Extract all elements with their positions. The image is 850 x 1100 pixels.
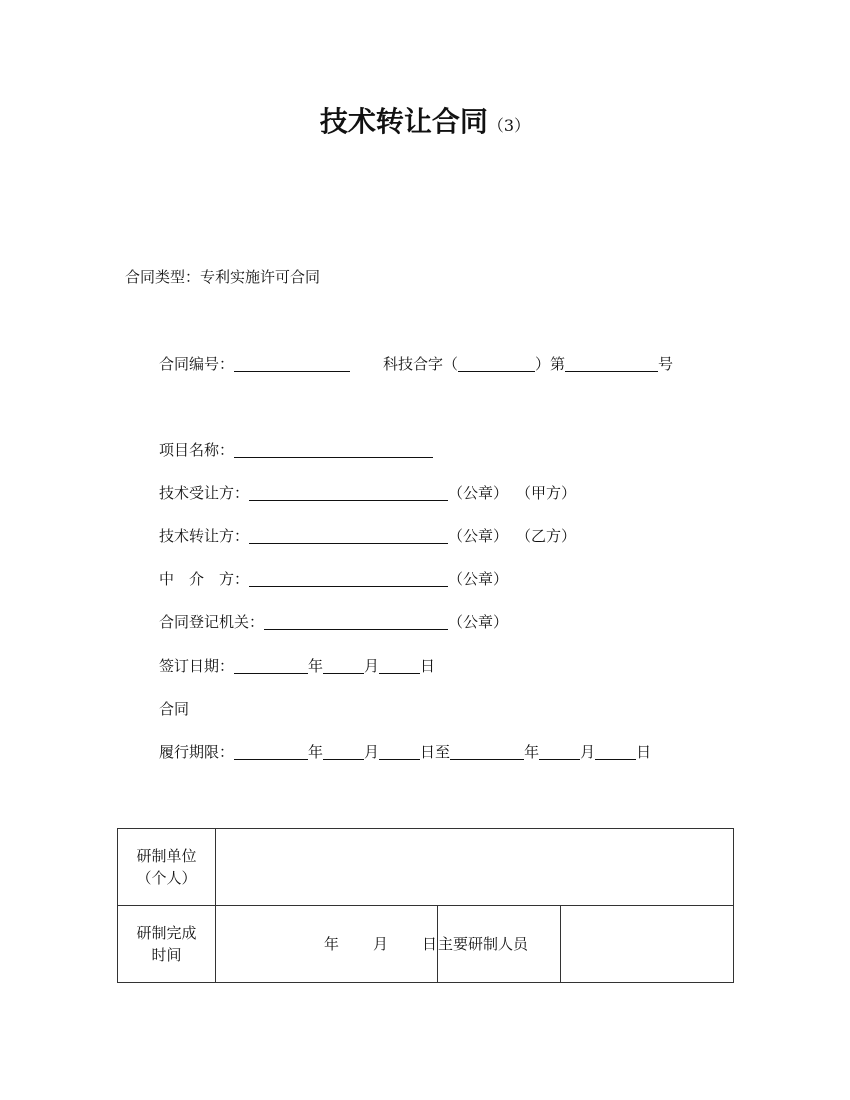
contract-number-label: 合同编号：	[159, 355, 235, 373]
seal-label: （公章）	[448, 484, 509, 502]
project-name-field[interactable]	[234, 441, 433, 458]
table-month-label: 月	[372, 935, 388, 953]
term-end-year-field[interactable]	[450, 743, 524, 760]
dev-unit-line1: 研制单位	[136, 847, 197, 865]
to-label: 日至	[420, 743, 451, 761]
registry-row	[159, 611, 508, 633]
title-sub: （3）	[487, 116, 531, 135]
sign-day-field[interactable]	[379, 657, 420, 674]
dev-time-line1: 研制完成	[136, 924, 197, 942]
party-a-label: （甲方）	[516, 484, 577, 502]
contract-type: 合同类型：专利实施许可合同	[125, 268, 321, 286]
development-info-table	[117, 828, 734, 983]
intermediary-field[interactable]	[249, 570, 448, 587]
term-start-month-field[interactable]	[323, 743, 364, 760]
sign-year-field[interactable]	[234, 657, 308, 674]
seal-label: （公章）	[448, 527, 509, 545]
seal-label: （公章）	[448, 613, 509, 631]
sign-month-field[interactable]	[323, 657, 364, 674]
tech-contract-mid: ）第	[535, 355, 566, 373]
dev-unit-header	[118, 829, 216, 906]
title-main: 技术转让合同	[319, 105, 488, 138]
intermediary-row	[159, 568, 508, 590]
dev-time-header	[118, 906, 216, 983]
registry-field[interactable]	[264, 613, 448, 630]
term-start-year-field[interactable]	[234, 743, 308, 760]
table-day-label: 日	[421, 935, 437, 953]
dev-unit-line2: （个人）	[136, 869, 197, 887]
dev-unit-value-cell[interactable]	[216, 829, 734, 906]
seal-label: （公章）	[448, 570, 509, 588]
contract-word: 合同	[159, 700, 190, 718]
tech-contract-code-field[interactable]	[458, 355, 535, 372]
registry-label: 合同登记机关：	[159, 613, 265, 631]
month-label: 月	[364, 743, 380, 761]
table-row	[118, 906, 734, 983]
table-row	[118, 829, 734, 906]
year-label: 年	[524, 743, 540, 761]
month-label: 月	[364, 657, 380, 675]
transferor-label: 技术转让方：	[159, 527, 250, 545]
project-name-label: 项目名称：	[159, 441, 235, 459]
tech-contract-label: 科技合字（	[383, 355, 459, 373]
term-end-month-field[interactable]	[539, 743, 580, 760]
sign-date-label: 签订日期：	[159, 657, 235, 675]
table-year-label: 年	[323, 935, 339, 953]
main-personnel-value-cell[interactable]	[561, 906, 734, 983]
term-end-day-field[interactable]	[595, 743, 636, 760]
party-b-label: （乙方）	[516, 527, 577, 545]
term-row	[159, 741, 651, 763]
intermediary-label: 中 介 方：	[159, 570, 250, 588]
day-label: 日	[420, 657, 436, 675]
transferee-row	[159, 482, 576, 504]
day-label: 日	[636, 743, 652, 761]
month-label: 月	[580, 743, 596, 761]
project-name-row	[159, 439, 433, 461]
dev-time-value-cell[interactable]	[216, 906, 438, 983]
transferor-row	[159, 525, 576, 547]
dev-time-line2: 时间	[151, 946, 182, 964]
term-start-day-field[interactable]	[379, 743, 420, 760]
tech-contract-seq-field[interactable]	[565, 355, 658, 372]
contract-number-field[interactable]	[234, 355, 350, 372]
transferee-field[interactable]	[249, 484, 448, 501]
document-title	[0, 100, 850, 140]
transferee-label: 技术受让方：	[159, 484, 250, 502]
sign-date-row	[159, 655, 435, 677]
tech-contract-end: 号	[658, 355, 674, 373]
main-personnel-header: 主要研制人员	[438, 906, 561, 983]
year-label: 年	[308, 657, 324, 675]
year-label: 年	[308, 743, 324, 761]
term-label: 履行期限：	[159, 743, 235, 761]
transferor-field[interactable]	[249, 527, 448, 544]
contract-number-row	[159, 353, 673, 375]
